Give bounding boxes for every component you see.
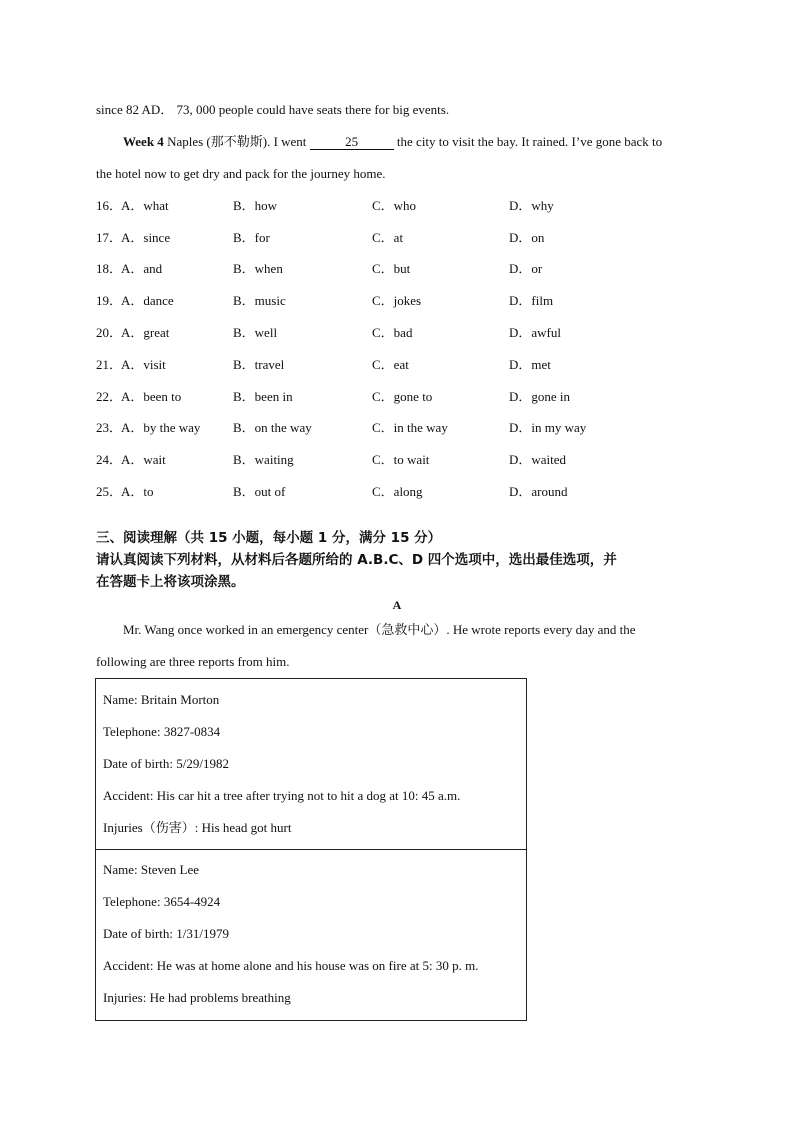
report-accident: Accident: He was at home alone and his house was on fire at 5: 30 p. m.	[103, 958, 479, 973]
option-a: A．visit	[121, 357, 166, 372]
passage-line-3: the hotel now to get dry and pack for the journey home.	[96, 166, 386, 181]
option-a: A．dance	[121, 293, 174, 308]
option-a: A．and	[121, 261, 163, 276]
question-number: 19．	[96, 293, 123, 308]
question-21	[96, 357, 700, 373]
option-d: D．around	[509, 484, 568, 499]
question-number: 21．	[96, 357, 123, 372]
week4-label: Week 4	[123, 134, 164, 149]
option-d: D．in my way	[509, 420, 587, 435]
option-d: D．awful	[509, 325, 561, 340]
option-a: A．what	[121, 198, 169, 213]
question-number: 23．	[96, 420, 123, 435]
option-b: B．on the way	[233, 420, 312, 435]
question-number: 17．	[96, 230, 123, 245]
option-c: C．in the way	[372, 420, 448, 435]
question-number: 25．	[96, 484, 123, 499]
option-b: B．when	[233, 261, 283, 276]
section-instruction-1: 请认真阅读下列材料，从材料后各题所给的 A.B.C、D 四个选项中，选出最佳选项，并	[96, 552, 617, 568]
question-number: 20．	[96, 325, 123, 340]
option-c: C．bad	[372, 325, 413, 340]
option-c: C．to wait	[372, 452, 430, 467]
question-20	[96, 325, 700, 341]
option-a: A．by the way	[121, 420, 201, 435]
option-b: B．waiting	[233, 452, 294, 467]
option-a: A．wait	[121, 452, 166, 467]
option-c: C．but	[372, 261, 411, 276]
week4-text-a: Naples (那不勒斯). I went	[167, 134, 307, 149]
passage-label: A	[392, 598, 402, 612]
option-c: C．who	[372, 198, 417, 213]
section-instruction-2: 在答题卡上将该项涂黑。	[96, 574, 245, 590]
question-19	[96, 293, 700, 309]
option-d: D．why	[509, 198, 554, 213]
option-d: D．film	[509, 293, 554, 308]
report-card	[96, 679, 526, 849]
question-18	[96, 261, 700, 277]
option-d: D．met	[509, 357, 551, 372]
blank-25: 25	[310, 135, 394, 150]
option-d: D．on	[509, 230, 545, 245]
question-number: 24．	[96, 452, 123, 467]
report-telephone: Telephone: 3827-0834	[103, 724, 221, 739]
option-b: B．out of	[233, 484, 286, 499]
option-c: C．jokes	[372, 293, 422, 308]
intro-line-2: following are three reports from him.	[96, 654, 290, 669]
week4-text-b: the city to visit the bay. It rained. I’ve gone back to	[396, 134, 663, 149]
question-25	[96, 484, 700, 500]
option-b: B．for	[233, 230, 270, 245]
option-a: A．great	[121, 325, 170, 340]
option-a: A．to	[121, 484, 154, 499]
option-b: B．been in	[233, 389, 293, 404]
report-name: Name: Britain Morton	[103, 692, 220, 707]
report-date-of-birth: Date of birth: 5/29/1982	[103, 756, 230, 771]
option-b: B．how	[233, 198, 278, 213]
option-a: A．been to	[121, 389, 182, 404]
report-accident: Accident: His car hit a tree after trying not to hit a dog at 10: 45 a.m.	[103, 788, 461, 803]
report-injuries: Injuries（伤害）: His head got hurt	[103, 820, 292, 835]
passage-line-1: since 82 AD． 73, 000 people could have seats there for big events.	[96, 102, 450, 117]
report-telephone: Telephone: 3654-4924	[103, 894, 221, 909]
report-date-of-birth: Date of birth: 1/31/1979	[103, 926, 230, 941]
question-24	[96, 452, 700, 468]
option-b: B．music	[233, 293, 286, 308]
question-number: 16．	[96, 198, 123, 213]
report-name: Name: Steven Lee	[103, 862, 200, 877]
question-number: 22．	[96, 389, 123, 404]
question-number: 18．	[96, 261, 123, 276]
question-17	[96, 230, 700, 246]
question-22	[96, 389, 700, 405]
reports-table	[95, 678, 527, 1021]
option-b: B．travel	[233, 357, 285, 372]
option-a: A．since	[121, 230, 171, 245]
option-c: C．gone to	[372, 389, 433, 404]
option-d: D．waited	[509, 452, 567, 467]
option-d: D．gone in	[509, 389, 571, 404]
report-card	[96, 849, 526, 1020]
option-c: C．along	[372, 484, 423, 499]
question-16	[96, 198, 700, 214]
option-d: D．or	[509, 261, 543, 276]
report-injuries: Injuries: He had problems breathing	[103, 990, 291, 1005]
option-c: C．eat	[372, 357, 409, 372]
intro-line-1: Mr. Wang once worked in an emergency center（急救中心）. He wrote reports every day and the	[123, 622, 636, 637]
option-c: C．at	[372, 230, 404, 245]
section-title: 三、阅读理解（共 15 小题，每小题 1 分，满分 15 分）	[96, 530, 442, 546]
passage-week4-line	[123, 134, 700, 150]
question-23	[96, 420, 700, 436]
option-b: B．well	[233, 325, 278, 340]
